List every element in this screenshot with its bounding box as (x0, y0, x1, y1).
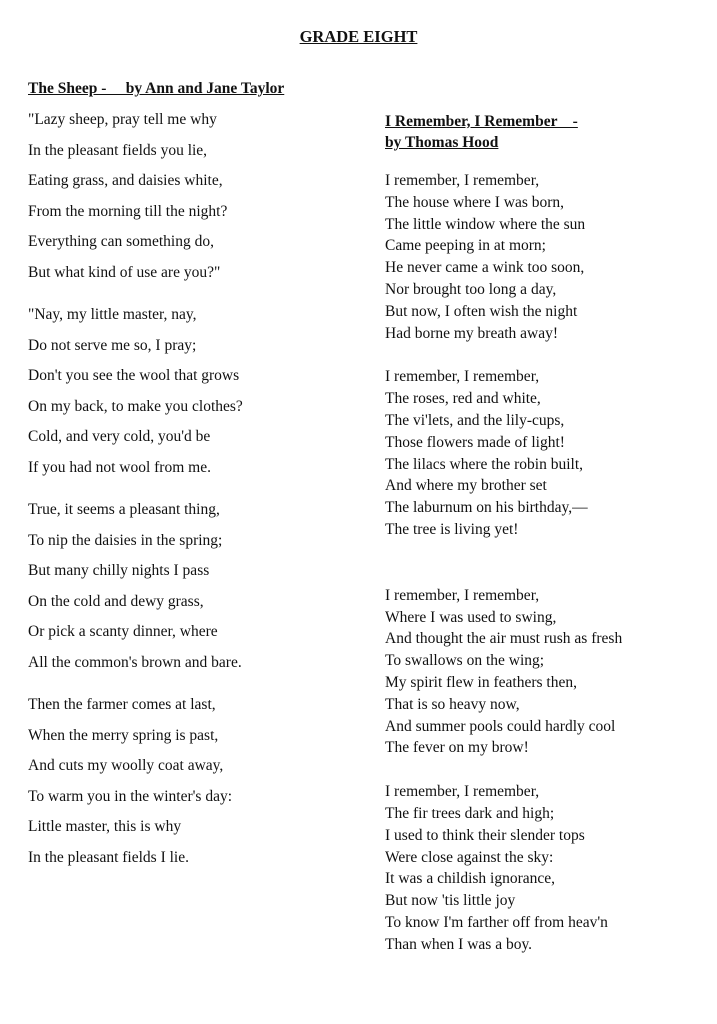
poem-line: On my back, to make you clothes? (28, 397, 243, 415)
stanza-4 (385, 782, 705, 956)
poem-line: To nip the daisies in the spring; (28, 531, 223, 549)
remember-poem-heading (385, 111, 578, 153)
poem-line: Those flowers made of light! (385, 433, 565, 451)
poem-line: The fever on my brow! (385, 739, 529, 757)
poem-line: Everything can something do, (28, 233, 214, 250)
poem-line: The house where I was born, (385, 193, 565, 211)
poem-line: But now 'tis little joy (385, 892, 516, 910)
poem-line: He never came a wink too soon, (385, 259, 585, 277)
poem-line: Than when I was a boy. (385, 935, 533, 953)
poem-line: The lilacs where the robin built, (385, 455, 583, 473)
poem-line: The roses, red and white, (385, 390, 541, 408)
poem-line: It was a childish ignorance, (385, 870, 556, 888)
poem-line: I used to think their slender tops (385, 826, 585, 844)
poem-line: To swallows on the wing; (385, 652, 545, 670)
poem-line: Had borne my breath away! (385, 324, 559, 342)
stanza-3 (385, 586, 705, 760)
poem-line: All the common's brown and bare. (28, 653, 242, 671)
poem-line: And cuts my woolly coat away, (28, 757, 224, 774)
sheep-poem (28, 110, 358, 890)
page-title: GRADE EIGHT (299, 27, 418, 46)
poem-line: But many chilly nights I pass (28, 562, 210, 579)
remember-poem-author: by Thomas Hood (385, 134, 499, 151)
poem-line: To know I'm farther off from heav'n (385, 913, 608, 931)
poem-line: Cold, and very cold, you'd be (28, 428, 211, 445)
poem-line: Eating grass, and daisies white, (28, 172, 223, 189)
poem-line: I remember, I remember, (385, 172, 540, 189)
poem-line: "Nay, my little master, nay, (28, 306, 197, 323)
poem-line: Little master, this is why (28, 818, 182, 835)
poem-line: Were close against the sky: (385, 848, 554, 866)
poem-line: The tree is living yet! (385, 520, 519, 538)
poem-line: Then the farmer comes at last, (28, 696, 216, 713)
stanza-2 (385, 367, 705, 541)
poem-line: The vi'lets, and the lily-cups, (385, 411, 565, 429)
remember-poem-title: I Remember, I Remember - (385, 113, 578, 130)
stanza-2 (28, 305, 358, 488)
poem-line: And thought the air must rush as fresh (385, 630, 623, 648)
poem-line: Or pick a scanty dinner, where (28, 623, 218, 640)
poem-line: And summer pools could hardly cool (385, 717, 616, 735)
poem-line: Nor brought too long a day, (385, 280, 557, 298)
stanza-1 (385, 171, 705, 345)
poem-line: In the pleasant fields you lie, (28, 141, 208, 159)
poem-line: And where my brother set (385, 477, 547, 495)
poem-line: The fir trees dark and high; (385, 804, 555, 822)
poem-line: "Lazy sheep, pray tell me why (28, 111, 217, 128)
poem-line: My spirit flew in feathers then, (385, 673, 577, 691)
poem-line: I remember, I remember, (385, 783, 540, 801)
poem-line: To warm you in the winter's day: (28, 787, 233, 805)
poem-line: The little window where the sun (385, 215, 586, 233)
poem-line: From the morning till the night? (28, 202, 228, 220)
poem-line: When the merry spring is past, (28, 726, 219, 744)
poem-line: Do not serve me so, I pray; (28, 336, 197, 354)
poem-line: Don't you see the wool that grows (28, 367, 240, 384)
poem-line: Came peeping in at morn; (385, 237, 546, 255)
poem-line: True, it seems a pleasant thing, (28, 501, 220, 518)
poem-line: In the pleasant fields I lie. (28, 848, 189, 866)
stanza-4 (28, 695, 358, 878)
poem-line: If you had not wool from me. (28, 458, 211, 476)
poem-line: That is so heavy now, (385, 695, 520, 713)
poem-line: But now, I often wish the night (385, 302, 578, 320)
remember-poem (385, 171, 705, 979)
poem-line: But what kind of use are you?" (28, 263, 221, 281)
poem-line: Where I was used to swing, (385, 608, 557, 626)
sheep-poem-heading: The Sheep - by Ann and Jane Taylor (28, 80, 285, 97)
stanza-1 (28, 110, 358, 293)
poem-line: On the cold and dewy grass, (28, 592, 204, 610)
poem-line: The laburnum on his birthday,— (385, 499, 588, 517)
poem-line: I remember, I remember, (385, 368, 540, 386)
poem-line: I remember, I remember, (385, 586, 540, 604)
stanza-3 (28, 500, 358, 683)
